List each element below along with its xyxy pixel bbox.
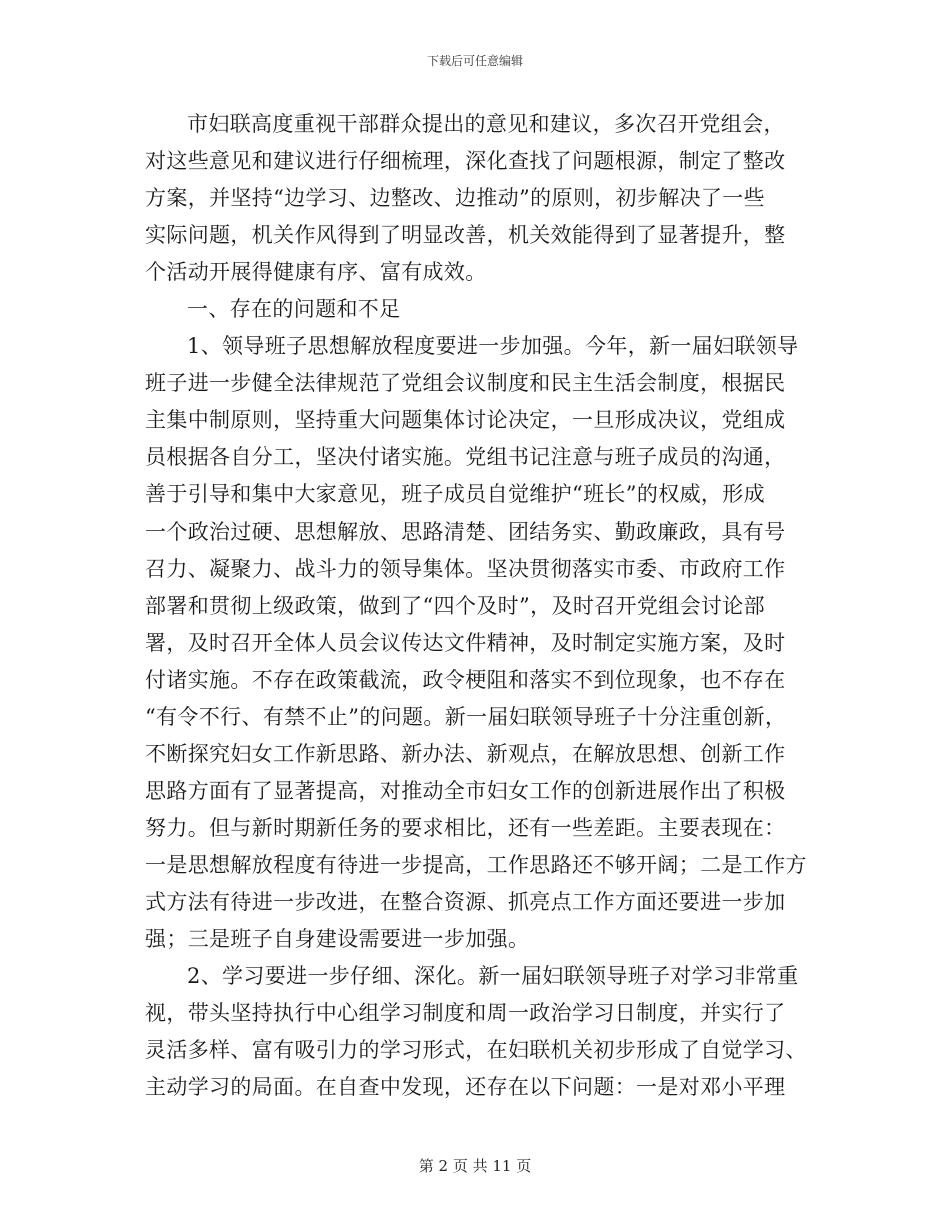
text-line: 不断探究妇女工作新思路、新办法、新观点，在解放思想、创新工作 [145, 741, 786, 766]
text-line: 员根据各自分工，坚决付诸实施。党组书记注意与班子成员的沟通， [145, 445, 786, 470]
text-line: 市妇联高度重视干部群众提出的意见和建议，多次召开党组会， [187, 112, 785, 136]
text-line: 方案，并坚持“边学习、边整改、边推动”的原则，初步解决了一些 [145, 186, 765, 211]
text-line: 个活动开展得健康有序、富有成效。 [145, 260, 487, 285]
text-line: 视，带头坚持执行中心组学习制度和周一政治学习日制度，并实行了 [145, 1001, 786, 1026]
text-line: “有令不行、有禁不止”的问题。新一届妇联领导班子十分注重创新， [145, 704, 787, 729]
text-line: 强；三是班子自身建设需要进一步加强。 [145, 927, 530, 952]
text-line: 努力。但与新时期新任务的要求相比，还有一些差距。主要表现在： [145, 815, 786, 840]
text-line: 对这些意见和建议进行仔细梳理，深化查找了问题根源，制定了整改 [145, 149, 786, 174]
text-line: 召力、凝聚力、战斗力的领导集体。坚决贯彻落实市委、市政府工作 [145, 556, 786, 581]
text-line: 一是思想解放程度有待进一步提高，工作思路还不够开阔；二是工作方 [145, 852, 807, 877]
text-line: 付诸实施。不存在政策截流，政令梗阻和落实不到位现象，也不存在 [145, 667, 786, 692]
text-line: 主集中制原则，坚持重大问题集体讨论决定，一旦形成决议，党组成 [145, 408, 786, 433]
page-footer: 第 2 页 共 11 页 [418, 1157, 532, 1175]
page-header: 下载后可任意编辑 [426, 54, 523, 68]
text-line: 班子进一步健全法律规范了党组会议制度和民主生活会制度，根据民 [145, 371, 786, 396]
text-line: 主动学习的局面。在自查中发现，还存在以下问题：一是对邓小平理 [145, 1075, 786, 1100]
text-line: 灵活多样、富有吸引力的学习形式，在妇联机关初步形成了自觉学习、 [145, 1038, 807, 1063]
text-line: 署，及时召开全体人员会议传达文件精神，及时制定实施方案，及时 [145, 630, 786, 655]
text-line: 实际问题，机关作风得到了明显改善，机关效能得到了显著提升，整 [145, 223, 786, 248]
text-line: 2、学习要进一步仔细、深化。新一届妇联领导班子对学习非常重 [187, 964, 799, 989]
text-line: 1、领导班子思想解放程度要进一步加强。今年，新一届妇联领导 [187, 334, 799, 359]
document-body [145, 106, 805, 1106]
section-heading: 一、存在的问题和不足 [187, 297, 401, 322]
text-line: 一个政治过硬、思想解放、思路清楚、团结务实、勤政廉政，具有号 [145, 519, 786, 544]
text-line: 思路方面有了显著提高，对推动全市妇女工作的创新进展作出了积极 [145, 778, 786, 803]
text-line: 式方法有待进一步改进，在整合资源、抓亮点工作方面还要进一步加 [145, 889, 786, 914]
text-line: 部署和贯彻上级政策，做到了“四个及时”，及时召开党组会讨论部 [145, 593, 765, 618]
text-line: 善于引导和集中大家意见，班子成员自觉维护“班长”的权威，形成 [145, 482, 765, 507]
